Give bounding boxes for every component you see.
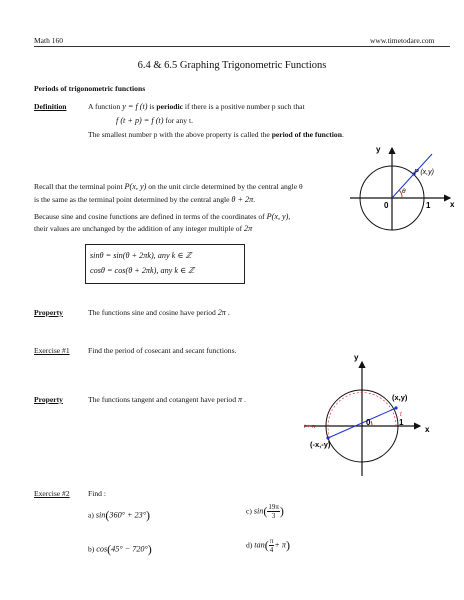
definition-formula: y = f (t): [122, 102, 148, 111]
exercise-2-label: Exercise #2: [34, 489, 70, 498]
point-negative-label: (-x,-y): [310, 440, 331, 449]
property-1-text: [88, 308, 230, 317]
x-axis-label: x: [450, 200, 455, 209]
paren: ): [147, 542, 152, 556]
part-label: d): [246, 540, 253, 550]
recall-text: is the same as the terminal point determined by the central angle: [34, 195, 230, 204]
theta-label: θ: [402, 188, 406, 195]
definition-text: A function: [88, 102, 121, 111]
fraction: [267, 503, 280, 520]
definition-line-3: [88, 130, 344, 139]
exercise-1-text: Find the period of cosecant and secant functions.: [88, 346, 237, 355]
y-axis-label: y: [354, 353, 359, 362]
paren: (: [105, 508, 110, 522]
part-label: b): [88, 544, 95, 554]
numerator: 19π: [268, 503, 279, 511]
definition-text: .: [341, 130, 344, 139]
part-label: a): [88, 510, 94, 520]
definition-label: Definition: [34, 102, 67, 111]
header-rule: [34, 46, 450, 47]
definition-text: is: [149, 102, 155, 111]
section-heading: Periods of trigonometric functions: [34, 84, 146, 93]
course-label: Math 160: [34, 36, 63, 45]
exercise-2-part-d: [246, 537, 290, 554]
exercise-2-part-b: [88, 542, 152, 557]
property-text: The functions tangent and cotangent have period: [88, 395, 237, 404]
t-plus-pi-label: t + π: [304, 424, 316, 430]
identity-sine: sinθ = sin(θ + 2πk), any k ∈ ℤ: [90, 251, 192, 260]
func-name: cos: [96, 544, 108, 554]
definition-line-1: [88, 102, 305, 111]
part-label: c): [246, 506, 252, 516]
site-url: www.timetodare.com: [370, 36, 435, 45]
exercise-2-part-c: [246, 503, 284, 520]
property-label: Property: [34, 308, 63, 317]
point-label: P (x,y): [414, 169, 434, 176]
property-text: .: [227, 308, 230, 317]
because-formula: 2π: [244, 224, 253, 233]
property-label: Property: [34, 395, 63, 404]
one-label: 1: [426, 201, 431, 210]
property-text: .: [243, 395, 246, 404]
x-axis-label: x: [425, 425, 430, 434]
func-name: tan: [254, 540, 265, 550]
recall-formula: P(x, y): [124, 182, 147, 191]
point-positive-label: (x,y): [392, 393, 408, 402]
tangent-period-figure: [300, 350, 448, 480]
paren: ): [285, 538, 290, 552]
t-label: t: [400, 412, 402, 418]
paren: ): [279, 504, 284, 518]
angle-arc-t: [371, 421, 372, 426]
recall-text: Recall that the terminal point: [34, 182, 123, 191]
definition-formula: f (t + p) = f (t): [116, 116, 164, 125]
definition-term: periodic: [156, 102, 183, 111]
paren: (: [264, 538, 269, 552]
because-text: their values are unchanged by the addition of any integer multiple of: [34, 224, 243, 233]
because-formula: P(x, y): [266, 212, 289, 221]
recall-line-1: [34, 182, 303, 191]
recall-formula: θ + 2π: [231, 195, 254, 204]
property-formula: 2π: [217, 308, 226, 317]
terminal-ray: [392, 154, 432, 198]
y-axis-label: y: [376, 145, 381, 154]
identity-cosine: cosθ = cos(θ + 2πk), any k ∈ ℤ: [90, 266, 195, 275]
func-arg: 45° − 720°: [111, 544, 148, 554]
definition-text: The smallest number p with the above property is called the: [88, 130, 270, 139]
paren: (: [107, 542, 112, 556]
paren: (: [263, 504, 268, 518]
denominator: 4: [269, 546, 274, 554]
recall-line-2: [34, 195, 255, 204]
exercise-2-part-a: [88, 508, 150, 523]
point-positive: [394, 406, 397, 409]
definition-line-2: [116, 116, 193, 125]
because-line-2: [34, 224, 252, 233]
exercise-2-find: Find :: [88, 489, 106, 498]
definition-text: for any t.: [165, 116, 193, 125]
origin-label: 0: [366, 418, 371, 427]
exercise-1-label: Exercise #1: [34, 346, 70, 355]
property-formula: π: [237, 395, 243, 404]
page-title: 6.4 & 6.5 Graphing Trigonometric Functions: [137, 60, 327, 71]
recall-text: on the unit circle determined by the central angle θ: [148, 182, 303, 191]
property-2-text: [88, 395, 246, 404]
definition-text: if there is a positive number p such that: [184, 102, 305, 111]
func-arg: 360° + 23°: [109, 510, 147, 520]
because-line-1: [34, 212, 290, 221]
paren: ): [146, 508, 151, 522]
unit-circle-figure: [350, 140, 460, 232]
one-label: 1: [399, 418, 404, 427]
origin-label: 0: [384, 201, 389, 210]
because-text: ,: [288, 212, 291, 221]
func-arg: + π: [274, 540, 286, 550]
denominator: 3: [271, 512, 276, 520]
property-text: The functions sine and cosine have period: [88, 308, 216, 317]
numerator: π: [269, 537, 274, 545]
definition-term: period of the function: [271, 130, 342, 139]
func-name: sin: [95, 510, 106, 520]
func-name: sin: [253, 506, 264, 516]
recall-text: .: [253, 195, 256, 204]
because-text: Because sine and cosine functions are defined in terms of the coordinates of: [34, 212, 265, 221]
